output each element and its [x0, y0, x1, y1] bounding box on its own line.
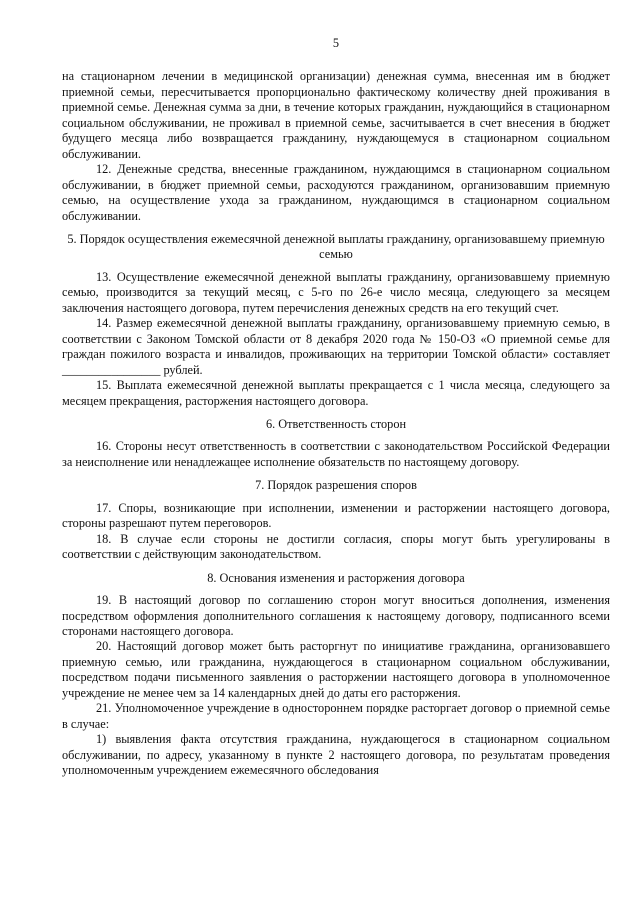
paragraph-21: 21. Уполномоченное учреждение в одностороннем порядке расторгает договор о приемной семье в случае:	[62, 701, 610, 731]
page-number: 5	[332, 36, 340, 50]
section-heading-6: 6. Ответственность сторон	[265, 416, 407, 431]
paragraph-13: 13. Осуществление ежемесячной денежной выплаты гражданину, организовавшему приемную семью, производится за текущий месяц, с 5-го по 26-е число месяца, следующего за месяцем заключения настоящего договора, путем перечисления денежных средств на его текущий счет.	[62, 269, 610, 315]
paragraph-20: 20. Настоящий договор может быть расторгнут по инициативе гражданина, организовавшего приемную семью, или гражданина, нуждающегося в стационарном социальном обслуживании, посредством подачи письменного заявления о расторжении настоящего договора в уполномоченное учреждение не менее чем за 14 календарных дней до даты его расторжения.	[62, 639, 610, 700]
document-page	[62, 36, 610, 778]
paragraph-21-item-1: 1) выявления факта отсутствия гражданина, нуждающегося в стационарном социальном обслуживании, по адресу, указанному в пункте 2 настоящего договора, по результатам проведения уполномоченным учреждением ежемесячного обследования	[62, 732, 610, 778]
paragraph-16: 16. Стороны несут ответственность в соответствии с законодательством Российской Федерации за неисполнение или ненадлежащее исполнение обязательств по настоящему договору.	[62, 439, 610, 469]
paragraph-18: 18. В случае если стороны не достигли согласия, споры могут быть урегулированы в соответствии с действующим законодательством.	[62, 531, 610, 562]
paragraph-12: 12. Денежные средства, внесенные гражданином, нуждающимся в стационарном социальном обслуживании, в бюджет приемной семьи, расходуются гражданином, организовавшим приемную семью, на осуществление ухода за гражданином, нуждающимся в стационарном социальном обслуживании.	[62, 162, 610, 223]
section-heading-8: 8. Основания изменения и расторжения договора	[207, 570, 465, 585]
paragraph-continuation: на стационарном лечении в медицинской организации) денежная сумма, внесенная им в бюджет приемной семьи, пересчитывается пропорционально фактическому количеству дней проживания в приемной семье. Денежная сумма за дни, в течение которых гражданин, нуждающийся в стационарном социальном обслуживании, не проживал в приемной семье, засчитывается в счет внесения в бюджет будущего месяца либо возвращается гражданину, нуждающемуся в стационарном социальном обслуживании.	[62, 69, 610, 161]
paragraph-15: 15. Выплата ежемесячной денежной выплаты прекращается с 1 числа месяца, следующего за месяцем прекращения, расторжения настоящего договора.	[62, 378, 610, 408]
section-heading-5: 5. Порядок осуществления ежемесячной денежной выплаты гражданину, организовавшему приемную семью	[67, 231, 605, 262]
paragraph-19: 19. В настоящий договор по соглашению сторон могут вноситься дополнения, изменения посредством оформления дополнительного соглашения к настоящему договору, подписанного всеми сторонами настоящего договора.	[62, 593, 610, 638]
paragraph-14: 14. Размер ежемесячной денежной выплаты гражданину, организовавшему приемную семью, в соответствии с Законом Томской области от 8 декабря 2020 года № 150-ОЗ «О приемной семье для граждан пожилого возраста и инвалидов, проживающих на территории Томской области» составляет ________________ рублей.	[62, 316, 610, 377]
paragraph-17: 17. Споры, возникающие при исполнении, изменении и расторжении настоящего договора, стороны разрешают путем переговоров.	[62, 500, 610, 531]
section-heading-7: 7. Порядок разрешения споров	[255, 478, 417, 493]
